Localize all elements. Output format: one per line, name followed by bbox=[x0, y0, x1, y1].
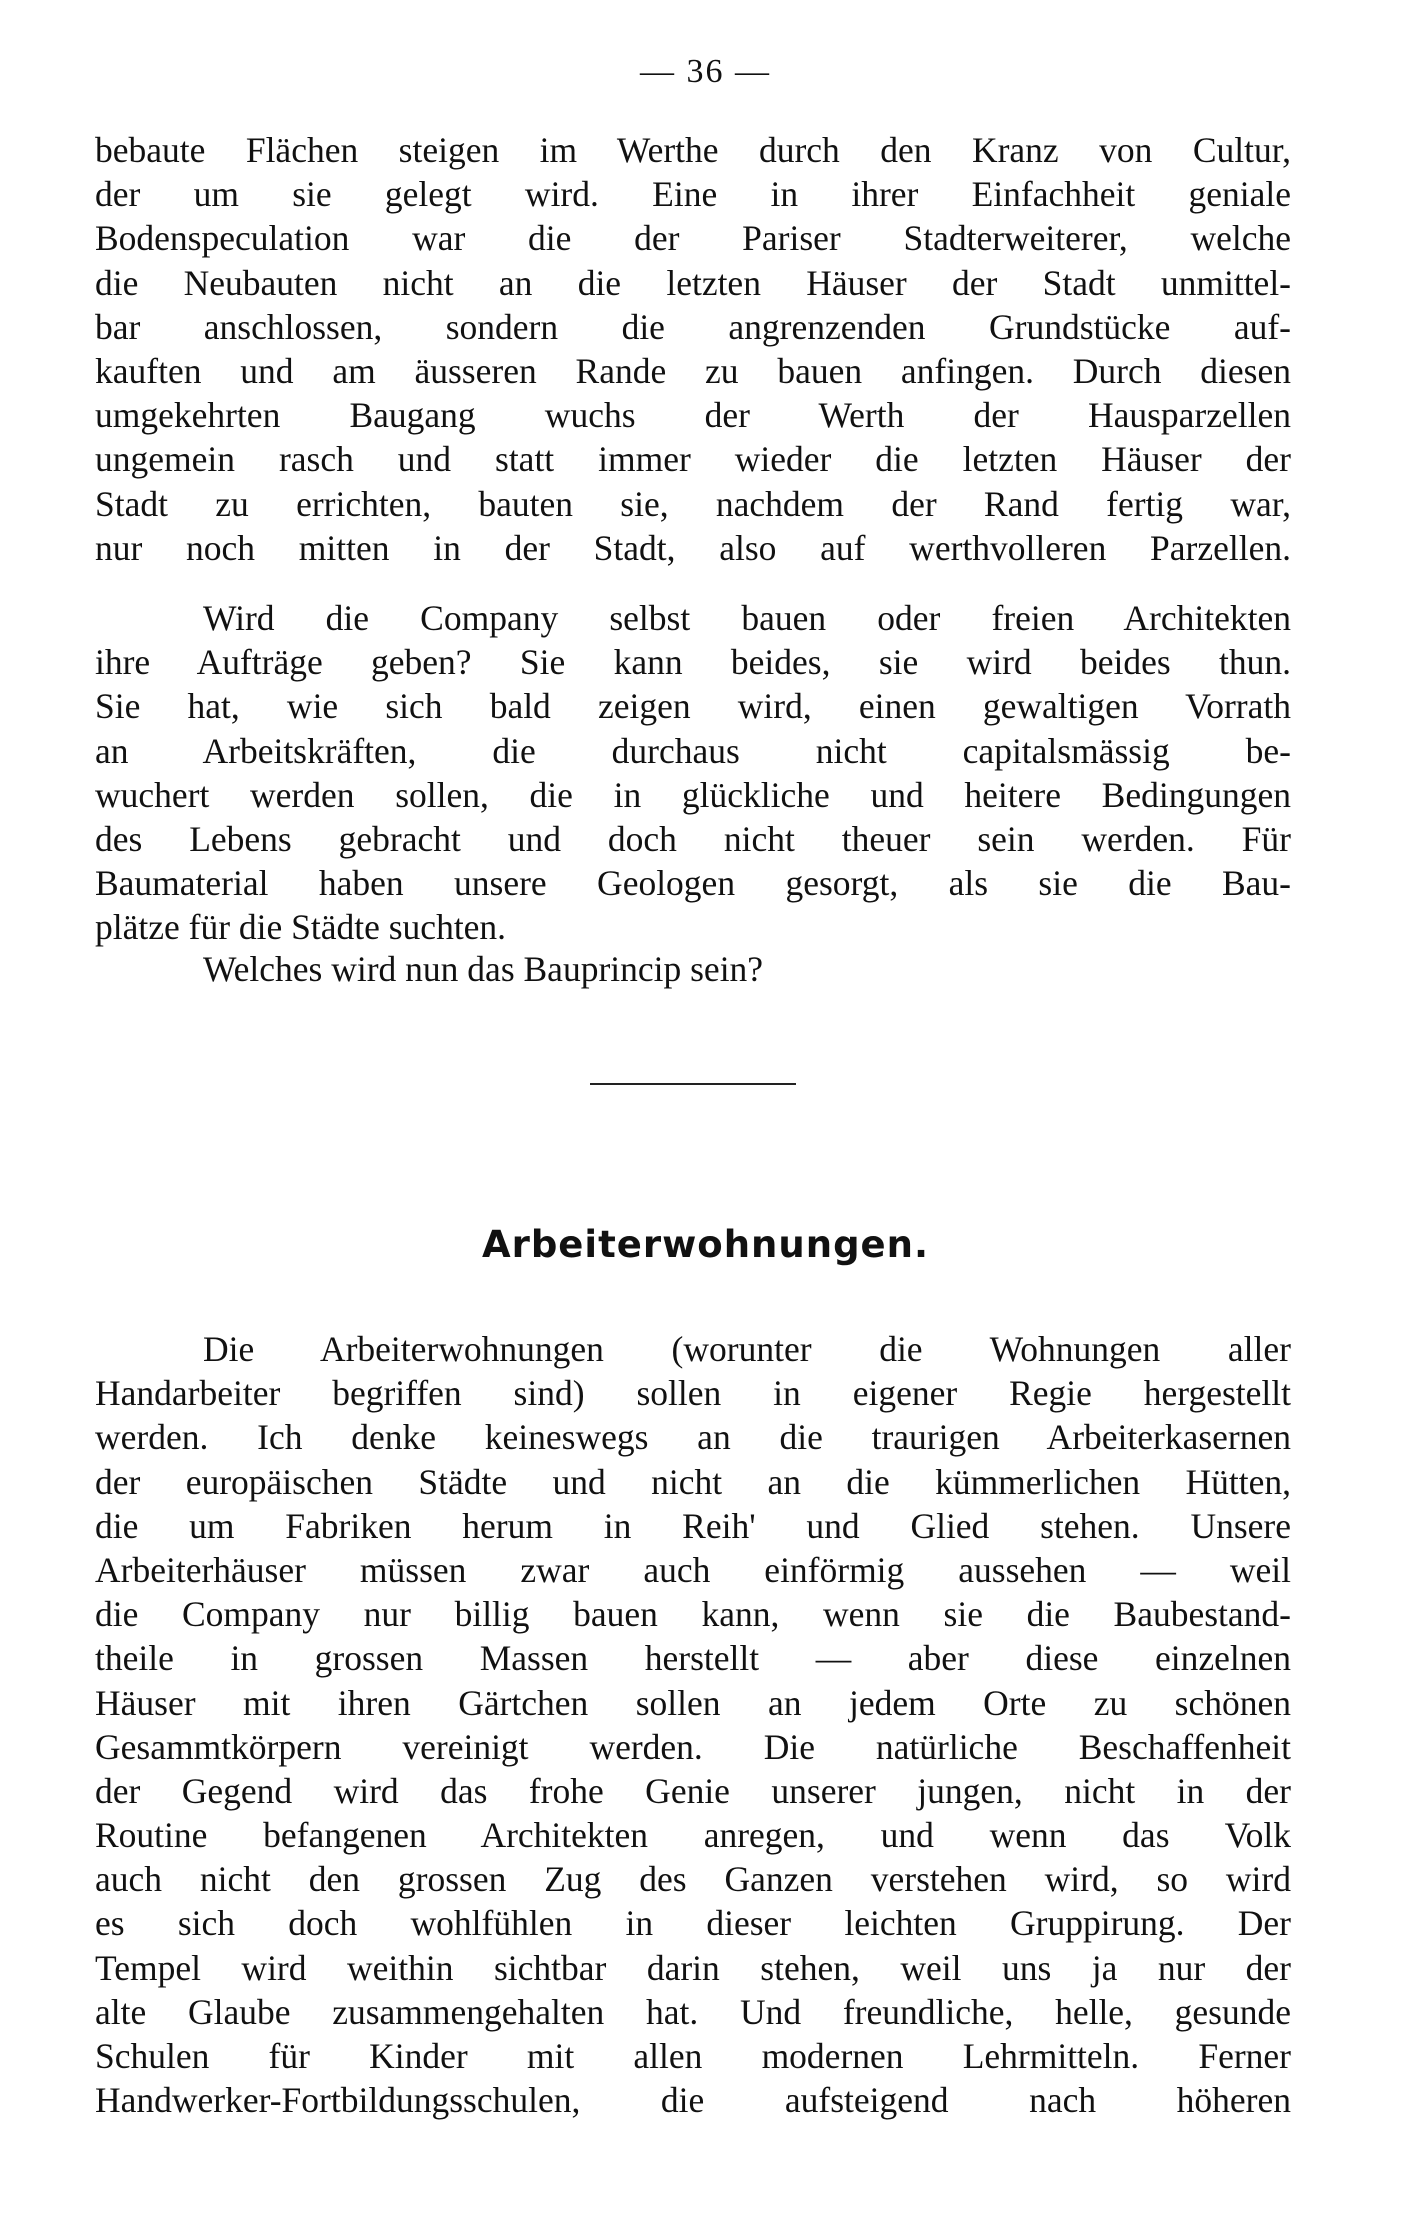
paragraph-1 bbox=[95, 128, 1291, 570]
text-line: Häuser mit ihren Gärtchen sollen an jedem Orte zu schönen bbox=[95, 1682, 1291, 1723]
text-line: Schulen für Kinder mit allen modernen Lehrmitteln. Ferner bbox=[95, 2036, 1291, 2076]
text-line: Die Arbeiterwohnungen (worunter die Wohnungen aller bbox=[203, 1329, 1291, 1369]
text-line: alte Glaube zusammengehalten hat. Und freundliche, helle, gesunde bbox=[95, 1991, 1291, 2032]
section-heading: Arbeiterwohnungen. bbox=[481, 1223, 930, 1266]
text-line: Arbeiterhäuser müssen zwar auch einförmig aussehen — weil bbox=[95, 1549, 1291, 1590]
text-line: der Gegend wird das frohe Genie unserer jungen, nicht in der bbox=[95, 1770, 1291, 1811]
text-line: es sich doch wohlfühlen in dieser leichten Gruppirung. Der bbox=[95, 1903, 1291, 1944]
text-line: ihre Aufträge geben? Sie kann beides, sie wird beides thun. bbox=[95, 642, 1291, 683]
text-line: Sie hat, wie sich bald zeigen wird, einen gewaltigen Vorrath bbox=[95, 686, 1291, 727]
section-paragraph bbox=[95, 1327, 1291, 2122]
text-line: kauften und am äusseren Rande zu bauen anfingen. Durch diesen bbox=[95, 350, 1291, 391]
text-line: Routine befangenen Architekten anregen, und wenn das Volk bbox=[95, 1815, 1291, 1856]
text-line: Handarbeiter begriffen sind) sollen in eigener Regie hergestellt bbox=[95, 1373, 1291, 1414]
text-line: Baumaterial haben unsere Geologen gesorgt, als sie die Bau- bbox=[95, 863, 1291, 904]
text-line: Handwerker-Fortbildungsschulen, die aufsteigend nach höheren bbox=[95, 2080, 1291, 2121]
text-line: bar anschlossen, sondern die angrenzenden Grundstücke auf- bbox=[95, 306, 1291, 347]
text-line: auch nicht den grossen Zug des Ganzen verstehen wird, so wird bbox=[95, 1859, 1291, 1900]
text-line: Bodenspeculation war die der Pariser Stadterweiterer, welche bbox=[95, 218, 1291, 259]
text-line: Wird die Company selbst bauen oder freien Architekten bbox=[203, 598, 1291, 638]
text-line: Welches wird nun das Bauprincip sein? bbox=[203, 949, 764, 989]
text-line: Stadt zu errichten, bauten sie, nachdem der Rand fertig war, bbox=[95, 483, 1291, 524]
page-number: — 36 — bbox=[640, 53, 771, 90]
text-line: Gesammtkörpern vereinigt werden. Die natürliche Beschaffenheit bbox=[95, 1726, 1291, 1767]
text-line: Tempel wird weithin sichtbar darin stehen, weil uns ja nur der bbox=[95, 1947, 1291, 1988]
text-line: die Company nur billig bauen kann, wenn sie die Baubestand- bbox=[95, 1594, 1291, 1635]
text-line: plätze für die Städte suchten. bbox=[95, 907, 507, 948]
text-line: werden. Ich denke keineswegs an die traurigen Arbeiterkasernen bbox=[95, 1417, 1291, 1458]
text-line: die Neubauten nicht an die letzten Häuser der Stadt unmittel- bbox=[95, 262, 1291, 303]
text-line: ungemein rasch und statt immer wieder die letzten Häuser der bbox=[95, 439, 1291, 480]
text-line: theile in grossen Massen herstellt — aber diese einzelnen bbox=[95, 1638, 1291, 1679]
text-line: umgekehrten Baugang wuchs der Werth der Hausparzellen bbox=[95, 395, 1291, 436]
text-line: der um sie gelegt wird. Eine in ihrer Einfachheit geniale bbox=[95, 174, 1291, 215]
text-line: der europäischen Städte und nicht an die kümmerlichen Hütten, bbox=[95, 1461, 1291, 1502]
text-line: bebaute Flächen steigen im Werthe durch den Kranz von Cultur, bbox=[95, 130, 1291, 170]
paragraph-2 bbox=[95, 596, 1291, 950]
text-line: wuchert werden sollen, die in glückliche und heitere Bedingungen bbox=[95, 774, 1291, 815]
text-line: nur noch mitten in der Stadt, also auf werthvolleren Parzellen. bbox=[95, 527, 1291, 568]
paragraph-3 bbox=[95, 947, 1291, 991]
text-line: des Lebens gebracht und doch nicht theuer sein werden. Für bbox=[95, 818, 1291, 859]
text-line: die um Fabriken herum in Reih' und Glied stehen. Unsere bbox=[95, 1505, 1291, 1546]
text-line: an Arbeitskräften, die durchaus nicht capitalsmässig be- bbox=[95, 730, 1291, 771]
section-divider bbox=[590, 1083, 796, 1085]
